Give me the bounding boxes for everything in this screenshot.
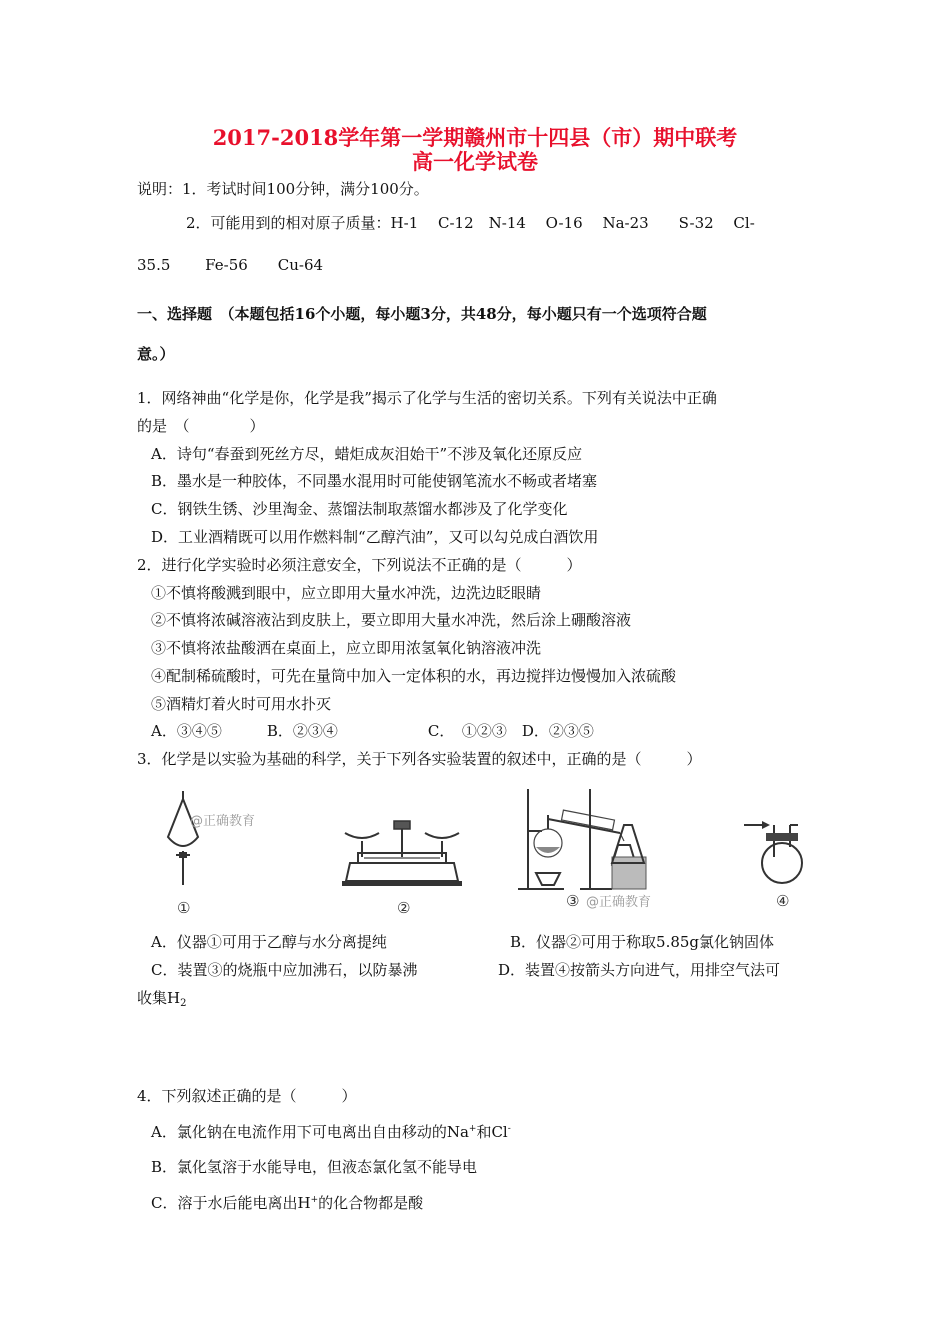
distillation-apparatus-icon bbox=[518, 789, 646, 889]
watermark-3: @正确教育 bbox=[586, 895, 652, 910]
balance-scale-icon bbox=[342, 821, 462, 886]
q3-option-d-continued bbox=[137, 989, 186, 1010]
q2-item-5: ⑤酒精灯着火时可用水扑灭 bbox=[151, 695, 332, 713]
q3-option-c: C．装置③的烧瓶中应加沸石，以防暴沸 bbox=[151, 961, 418, 979]
q1-stem-line2: 的是 （ ） bbox=[137, 417, 265, 435]
q4-option-a bbox=[151, 1123, 511, 1144]
q2-item-4: ④配制稀硫酸时，可先在量筒中加入一定体积的水，再边搅拌边慢慢加入浓硫酸 bbox=[151, 667, 677, 685]
q2-item-3: ③不慎将浓盐酸洒在桌面上，应立即用浓氢氧化钠溶液冲洗 bbox=[151, 639, 542, 657]
q4-option-a-sup2: - bbox=[507, 1124, 511, 1134]
q3-option-b: B．仪器②可用于称取5.85g氯化钠固体 bbox=[510, 933, 775, 951]
notes-line3: 35.5 Fe-56 Cu-64 bbox=[137, 256, 324, 274]
q3-option-a: A．仪器①可用于乙醇与水分离提纯 bbox=[151, 933, 387, 951]
q4-option-a-mid: 和Cl bbox=[476, 1123, 508, 1141]
q3-option-d-cont-text: 收集H bbox=[137, 989, 181, 1007]
q1-option-d: D．工业酒精既可以用作燃料制“乙醇汽油”，又可以勾兑成白酒饮用 bbox=[151, 528, 599, 546]
q3-stem: 3．化学是以实验为基础的科学，关于下列各实验装置的叙述中，正确的是（ ） bbox=[137, 750, 702, 768]
figure-label-3: ③ bbox=[566, 892, 580, 910]
q4-option-c bbox=[151, 1194, 423, 1215]
notes-line1: 说明：1．考试时间100分钟，满分100分。 bbox=[137, 180, 429, 198]
q4-option-a-text: A．氯化钠在电流作用下可电离出自由移动的Na bbox=[151, 1123, 469, 1141]
figure-label-4: ④ bbox=[776, 892, 790, 910]
q4-option-a-sup1: + bbox=[468, 1124, 477, 1134]
q1-stem-line1: 1．网络神曲“化学是你，化学是我”揭示了化学与生活的密切关系。下列有关说法中正确 bbox=[137, 389, 717, 407]
q4-stem: 4．下列叙述正确的是（ ） bbox=[137, 1087, 357, 1105]
q2-item-1: ①不慎将酸溅到眼中，应立即用大量水冲洗，边洗边眨眼睛 bbox=[151, 584, 542, 602]
q1-option-a: A．诗句“春蚕到死丝方尽，蜡炬成灰泪始干”不涉及氧化还原反应 bbox=[151, 445, 583, 463]
q4-option-c-text: C．溶于水后能电离出H bbox=[151, 1194, 311, 1212]
q3-apparatus-figure bbox=[150, 785, 820, 920]
exam-title-line1: 2017-2018学年第一学期赣州市十四县（市）期中联考 bbox=[212, 125, 738, 150]
q1-option-b: B．墨水是一种胶体，不同墨水混用时可能使钢笔流水不畅或者堵塞 bbox=[151, 472, 598, 490]
q4-option-c-post: 的化合物都是酸 bbox=[318, 1194, 424, 1212]
q2-item-2: ②不慎将浓碱溶液沾到皮肤上，要立即用大量水冲洗，然后涂上硼酸溶液 bbox=[151, 611, 632, 629]
figure-label-1: ① bbox=[177, 899, 191, 917]
q4-option-b: B．氯化氢溶于水能导电，但液态氯化氢不能导电 bbox=[151, 1158, 478, 1176]
section1-heading-line2: 意。） bbox=[137, 345, 175, 363]
q4-option-c-sup: + bbox=[310, 1195, 319, 1205]
figure-label-2: ② bbox=[397, 899, 411, 917]
q2-options: A．③④⑤ B．②③④ C． ①②③ D．②③⑤ bbox=[151, 722, 594, 740]
watermark-1: @正确教育 bbox=[190, 814, 256, 829]
exam-title-line2: 高一化学试卷 bbox=[412, 149, 538, 174]
q1-option-c: C．钢铁生锈、沙里淘金、蒸馏法制取蒸馏水都涉及了化学变化 bbox=[151, 500, 568, 518]
section1-heading-line1: 一、选择题 （本题包括16个小题，每小题3分，共48分，每小题只有一个选项符合题 bbox=[137, 305, 707, 323]
q3-option-d: D．装置④按箭头方向进气，用排空气法可 bbox=[498, 961, 781, 979]
q3-option-d-subscript: 2 bbox=[180, 998, 187, 1009]
q2-stem: 2．进行化学实验时必须注意安全，下列说法不正确的是（ ） bbox=[137, 556, 582, 574]
separatory-funnel-icon bbox=[168, 791, 198, 885]
gas-flask-icon bbox=[744, 821, 802, 883]
notes-line2: 2．可能用到的相对原子质量：H-1 C-12 N-14 O-16 Na-23 S-32 Cl- bbox=[186, 214, 755, 232]
